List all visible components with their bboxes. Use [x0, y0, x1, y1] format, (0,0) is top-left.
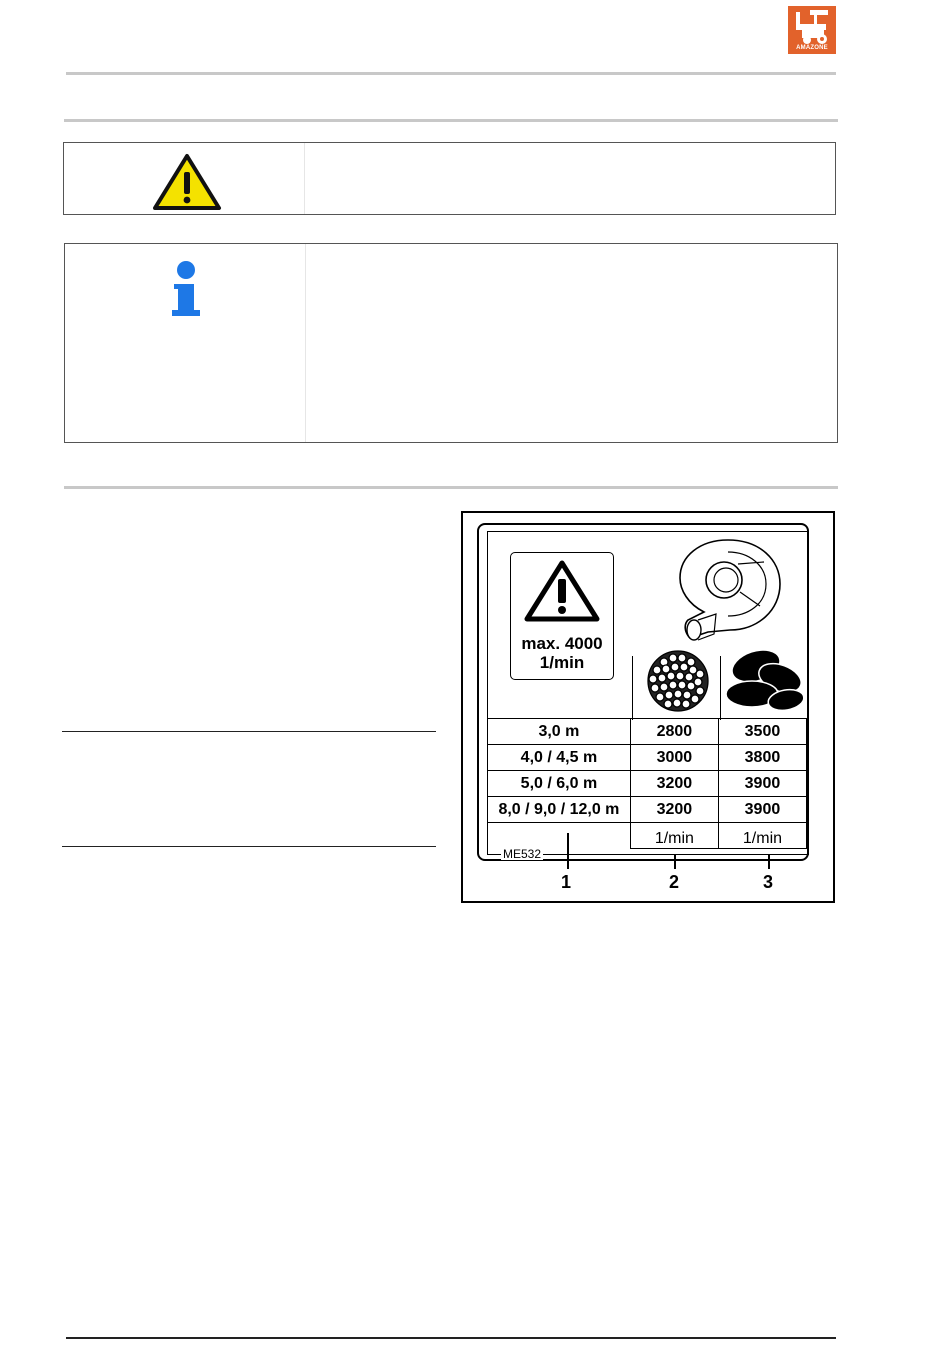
- unit-cell: 1/min: [630, 823, 718, 849]
- column-rule: [62, 731, 436, 732]
- table-row: [488, 823, 807, 849]
- max-speed-warning-card: [510, 552, 614, 680]
- footer-rule: [66, 1337, 836, 1339]
- amazone-logo: [788, 6, 836, 54]
- decal-code: ME532: [503, 847, 542, 861]
- callout-2: 2: [669, 872, 680, 892]
- info-box: [64, 243, 838, 443]
- large-seed-speed-cell: 3500: [718, 719, 806, 745]
- callout-leader: [674, 855, 676, 869]
- large-seed-speed-cell: 3900: [718, 771, 806, 797]
- column-rule: [62, 846, 436, 847]
- working-width-cell: 5,0 / 6,0 m: [488, 771, 631, 797]
- callout-leader: [768, 855, 770, 869]
- column-divider: [720, 656, 721, 720]
- max-speed-value: max. 4000: [521, 634, 603, 653]
- fan-speed-table: [487, 718, 807, 849]
- table-row: [488, 719, 807, 745]
- table-row: [488, 797, 807, 823]
- box-divider: [304, 143, 305, 214]
- info-icon: [169, 260, 203, 318]
- small-seed-icon: [640, 648, 716, 714]
- table-row: [488, 771, 807, 797]
- fan-blower-icon: [668, 534, 788, 646]
- callout-1: 1: [561, 872, 572, 892]
- warning-triangle-icon: [152, 153, 222, 211]
- warning-triangle-icon: [523, 559, 601, 623]
- fan-speed-decal: [461, 511, 835, 903]
- column-divider: [632, 656, 633, 720]
- warning-box: [63, 142, 836, 215]
- small-seed-speed-cell: 2800: [630, 719, 718, 745]
- working-width-cell: 4,0 / 4,5 m: [488, 745, 631, 771]
- small-seed-speed-cell: 3200: [630, 771, 718, 797]
- table-row: [488, 745, 807, 771]
- working-width-cell: 3,0 m: [488, 719, 631, 745]
- max-speed-unit: 1/min: [539, 653, 585, 672]
- working-width-cell: 8,0 / 9,0 / 12,0 m: [488, 797, 631, 823]
- empty-cell: [488, 823, 631, 849]
- section-rule: [64, 119, 838, 122]
- large-seed-icon: [722, 648, 808, 714]
- callout-leader: [567, 833, 569, 869]
- callout-3: 3: [763, 872, 774, 892]
- large-seed-speed-cell: 3800: [718, 745, 806, 771]
- unit-cell: 1/min: [718, 823, 806, 849]
- small-seed-speed-cell: 3200: [630, 797, 718, 823]
- header-rule: [66, 72, 836, 75]
- logo-text: AMAZONE: [796, 45, 828, 51]
- section-rule: [64, 486, 838, 489]
- box-divider: [305, 244, 306, 442]
- large-seed-speed-cell: 3900: [718, 797, 806, 823]
- small-seed-speed-cell: 3000: [630, 745, 718, 771]
